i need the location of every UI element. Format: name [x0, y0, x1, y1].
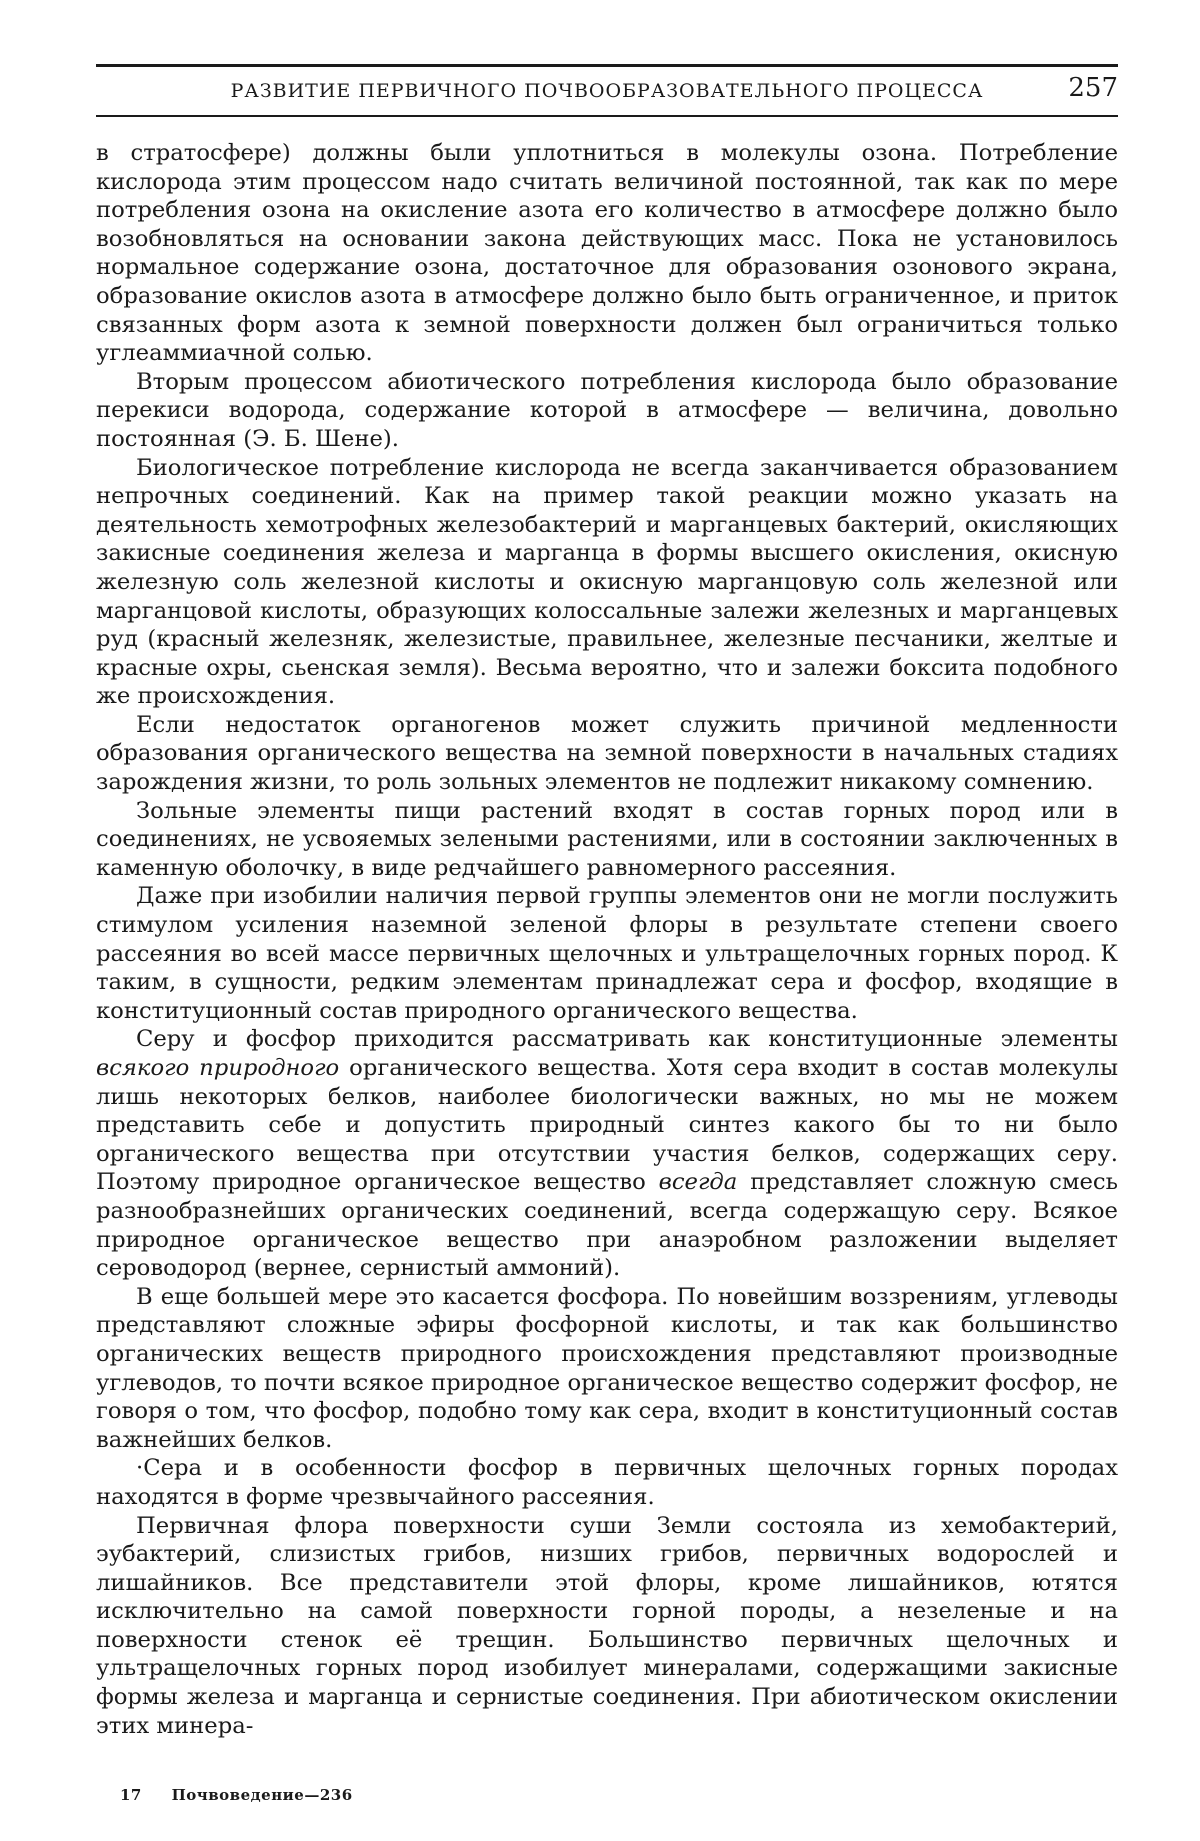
- paragraph-text: представляет сложную смесь разнообразнейших органических соединений, всегда содержащую серу. Всякое природное органическое вещество при анаэробном разложении выделяет сероводород (вернее, сернистый аммоний).: [96, 1169, 1118, 1282]
- paragraph: [96, 711, 1118, 797]
- emphasized-text: всякого природного: [96, 1055, 340, 1081]
- paragraph: [96, 882, 1118, 1025]
- paragraph-text: Если недостаток органогенов может служить причиной медленности образования органического вещества на земной поверхности в начальных стадиях зарождения жизни, то роль зольных элементов не подлежит никакому сомнению.: [96, 711, 1118, 796]
- paragraph: [96, 368, 1118, 454]
- signature-text: Почвоведение—236: [171, 1786, 353, 1804]
- paragraph-text: Серу и фосфор приходится рассматривать как конституционные элементы: [136, 1026, 1118, 1053]
- paragraph-text: в стратосфере) должны были уплотниться в молекулы озона. Потребление кислорода этим процессом надо считать величиной постоянной, так как по мере потребления озона на окисление азота его количество в атмосфере должно было возобновляться на основании закона действующих масс. Пока не установилось нормальное содержание озона, достаточное для образования озонового экрана, образование окислов азота в атмосфере должно было быть ограниченное, и приток связанных форм азота к земной поверхности должен был ограничиться только углеаммиачной солью.: [96, 140, 1118, 367]
- paragraph-text: Даже при изобилии наличия первой группы элементов они не могли послужить стимулом усиления наземной зеленой флоры в результате степени своего рассеяния во всей массе первичных щелочных и ультращелочных горных пород. К таким, в сущности, редким элементам принадлежат сера и фосфор, входящие в конституционный состав природного органического вещества.: [96, 883, 1118, 1024]
- paragraph-text: ·Сера и в особенности фосфор в первичных щелочных горных породах находятся в форме чрезвычайного рассеяния.: [96, 1455, 1118, 1510]
- paragraph: [96, 1283, 1118, 1455]
- page-number: 257: [1068, 73, 1118, 103]
- paragraph: [96, 1454, 1118, 1511]
- body-text: [96, 139, 1118, 1740]
- printer-signature: [120, 1786, 377, 1804]
- paragraph: [96, 797, 1118, 883]
- paragraph-text: Биологическое потребление кислорода не всегда заканчивается образованием непрочных соединений. Как на пример такой реакции можно указать на деятельность хемотрофных железобактерий и марганцевых бактерий, окисляющих закисные соединения железа и марганца в формы высшего окисления, окисную железную соль железной кислоты и окисную марганцовую соль железной или марганцовой кислоты, образующих колоссальные залежи железных и марганцевых руд (красный железняк, железистые, правильнее, железные песчаники, желтые и красные охры, сьенская земля). Весьма вероятно, что и залежи боксита подобного же происхождения.: [96, 454, 1118, 710]
- paragraph-text: Зольные элементы пищи растений входят в состав горных пород или в соединениях, не усвояемых зелеными растениями, или в состоянии заключенных в каменную оболочку, в виде редчайшего равномерного рассеяния.: [96, 797, 1118, 881]
- paragraph-text: В еще большей мере это касается фосфора. По новейшим воззрениям, углеводы представляют сложные эфиры фосфорной кислоты, и так как большинство органических веществ природного происхождения представляют производные углеводов, то почти всякое природное органическое вещество содержит фосфор, не говоря о том, что фосфор, подобно тому как сера, входит в конституционный состав важнейших белков.: [96, 1283, 1118, 1453]
- document-page: [96, 64, 1118, 1804]
- running-header: [96, 64, 1118, 117]
- emphasized-text: всегда: [658, 1169, 738, 1196]
- paragraph-text: Первичная флора поверхности суши Земли состояла из хемобактерий, эубактерий, слизистых грибов, низших грибов, первичных водорослей и лишайников. Все представители этой флоры, кроме лишайников, ютятся исключительно на самой поверхности горной породы, а незеленые и на поверхности стенок её трещин. Большинство первичных щелочных и ультращелочных горных пород изобилует минералами, содержащими закисные формы железа и марганца и сернистые соединения. При абиотическом окислении этих минера-: [96, 1512, 1118, 1739]
- paragraph: [96, 454, 1118, 711]
- paragraph: [96, 1025, 1118, 1282]
- paragraph: [96, 1512, 1118, 1741]
- paragraph-text: Вторым процессом абиотического потребления кислорода было образование перекиси водорода, содержание которой в атмосфере — величина, довольно постоянная (Э. Б. Шене).: [96, 368, 1118, 452]
- paragraph: [96, 139, 1118, 368]
- paragraph-text: органического вещества. Хотя сера входит в состав молекулы лишь некоторых белков, наиболее биологически важных, но мы не можем представить себе и допустить природный синтез какого бы то ни было органического вещества при отсутствии участия белков, содержащих серу. Поэтому природное органическое вещество: [96, 1055, 1118, 1196]
- running-title: РАЗВИТИЕ ПЕРВИЧНОГО ПОЧВООБРАЗОВАТЕЛЬНОГО ПРОЦЕССА: [230, 80, 984, 102]
- signature-number: 17: [120, 1786, 142, 1804]
